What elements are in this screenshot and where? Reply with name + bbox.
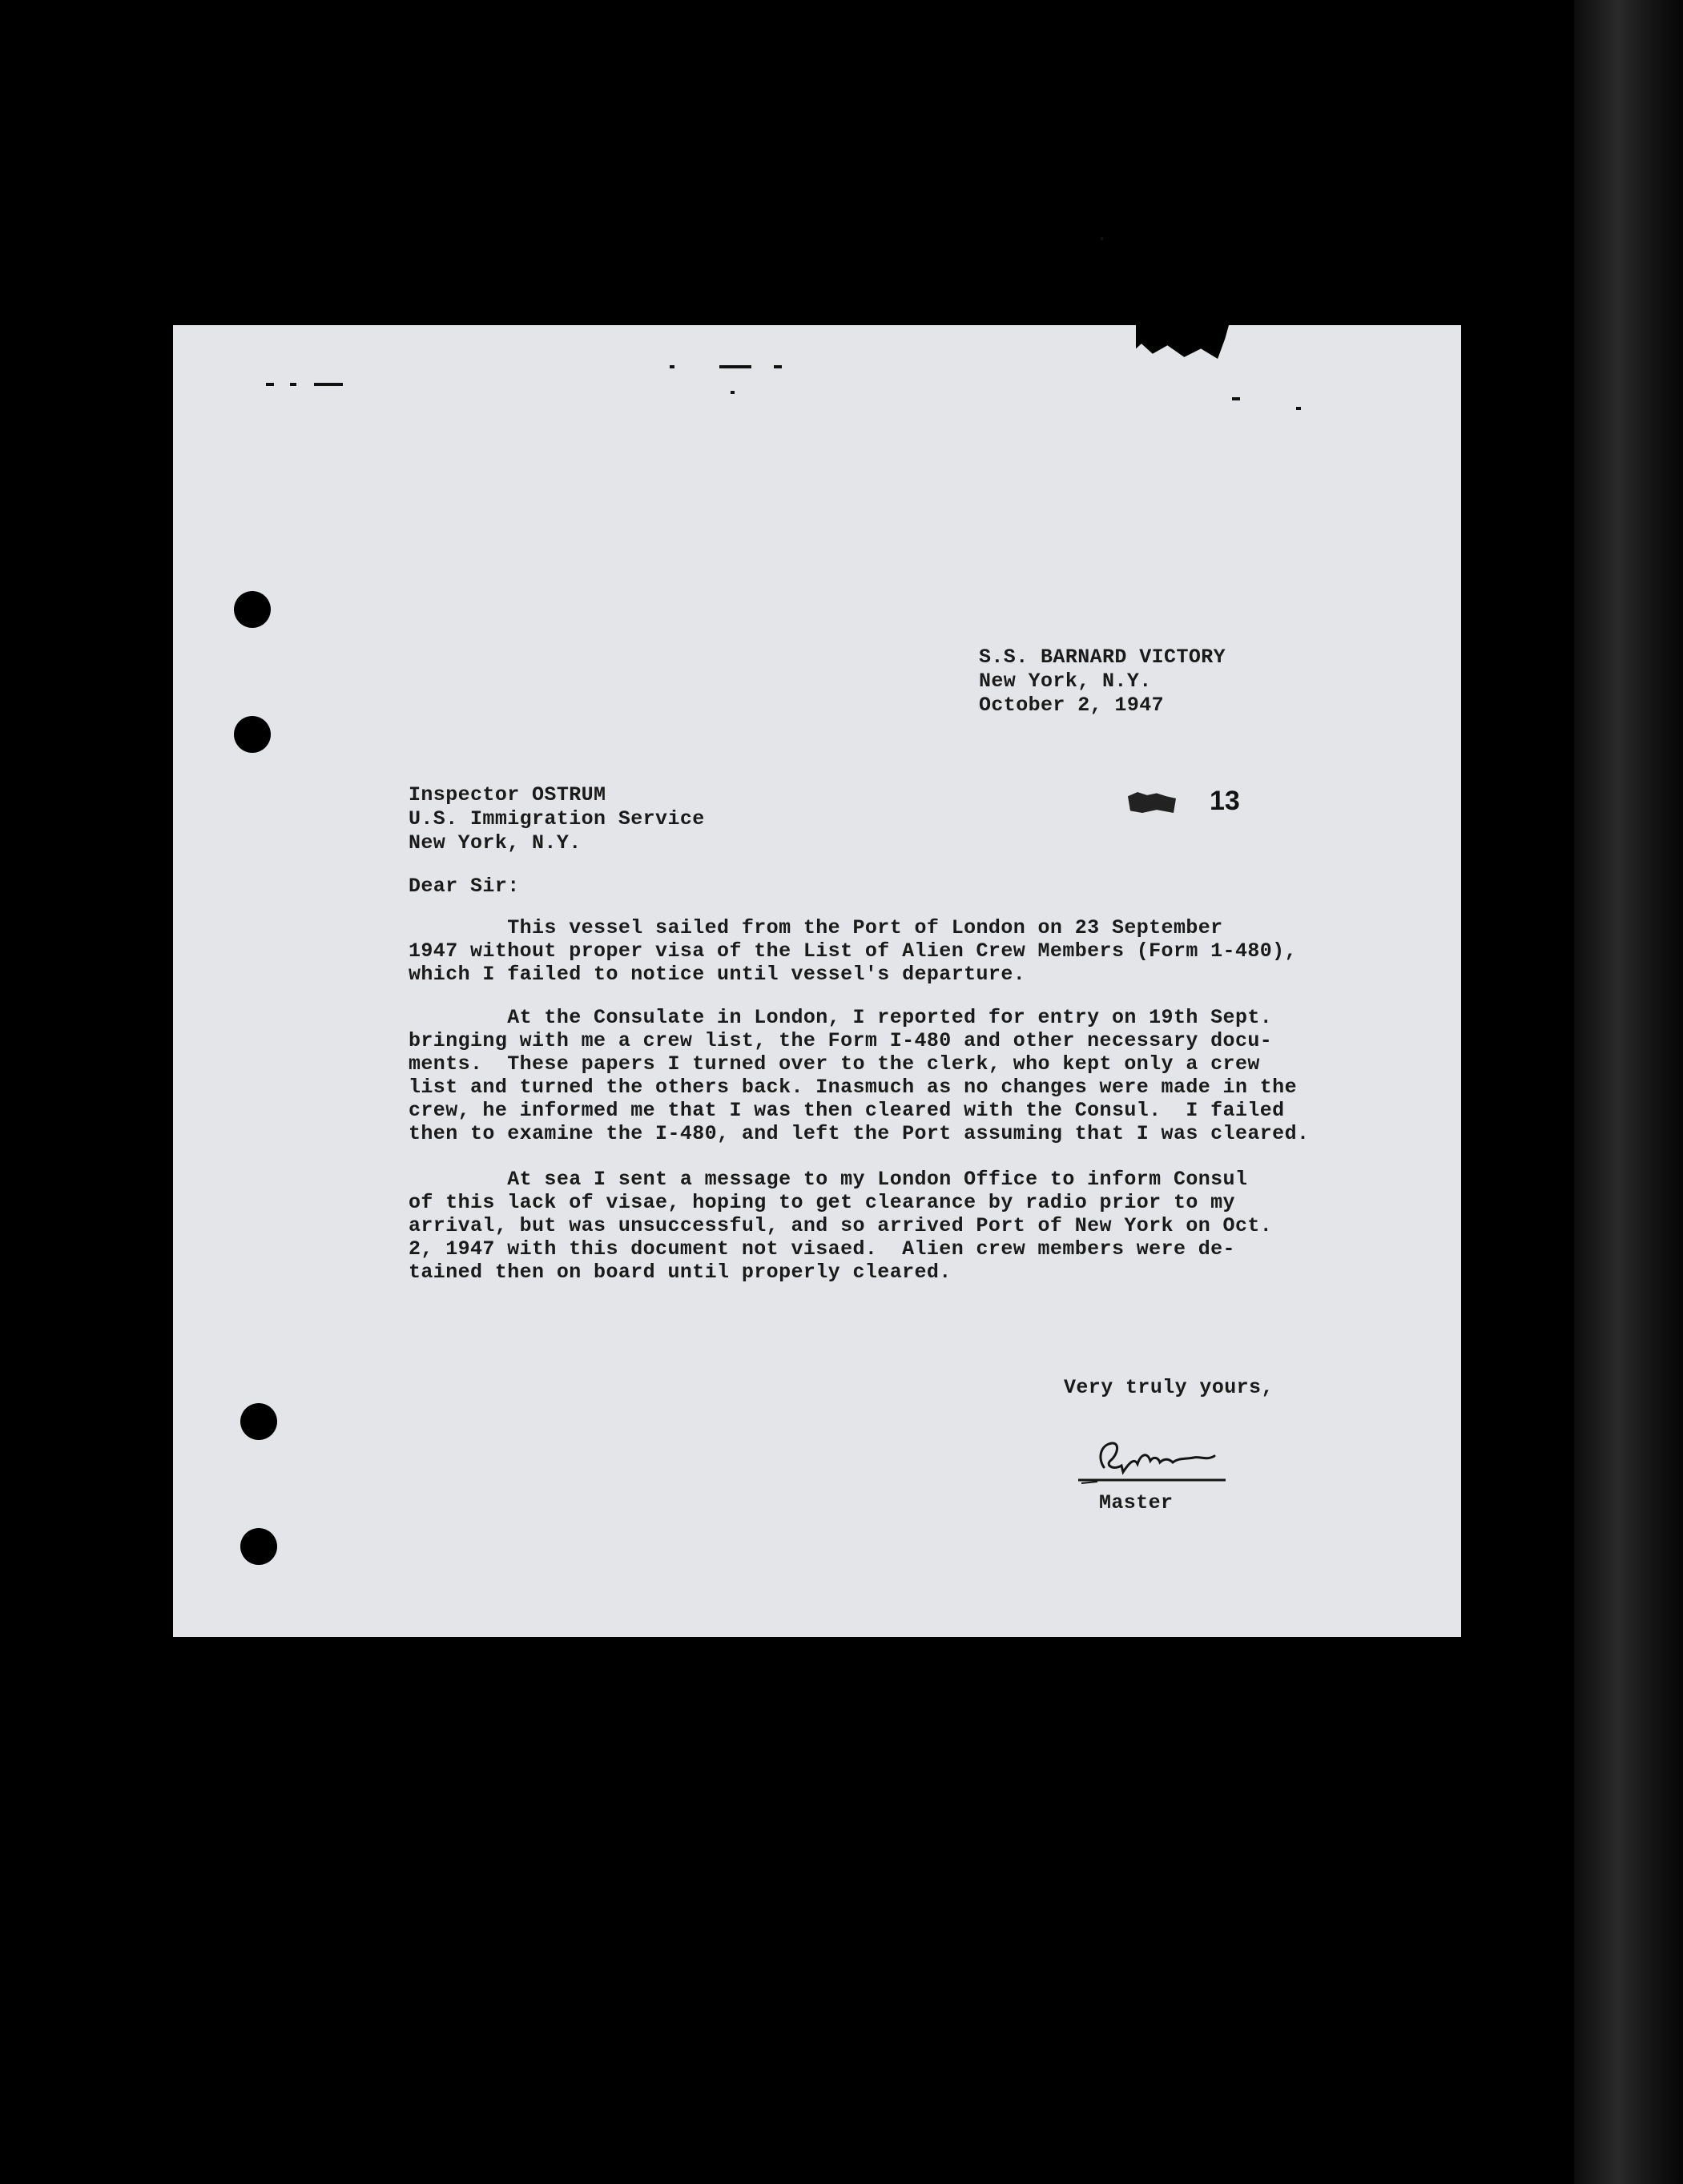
paragraph-line: arrival, but was unsuccessful, and so arrived Port of New York on Oct. [409,1214,1273,1237]
paragraph-line: list and turned the others back. Inasmuch as no changes were made in the [409,1076,1297,1099]
recipient-name: Inspector OSTRUM [409,783,606,806]
scan-speck [731,391,735,394]
salutation: Dear Sir: [409,875,520,898]
paragraph-line: At sea I sent a message to my London Office to inform Consul [409,1168,1248,1191]
film-edge-strip [1574,0,1683,2184]
scan-speck [314,383,343,386]
scan-speck [670,365,674,368]
scan-speck [290,383,296,386]
punch-hole [240,1528,277,1565]
scan-speck [1101,237,1103,240]
paragraph-line: of this lack of visae, hoping to get clearance by radio prior to my [409,1191,1235,1214]
paragraph-line: At the Consulate in London, I reported for entry on 19th Sept. [409,1006,1273,1029]
paragraph-line: then to examine the I-480, and left the Port assuming that I was cleared. [409,1122,1310,1145]
letterhead-date: October 2, 1947 [979,694,1165,717]
punch-hole [240,1403,277,1440]
scan-speck [774,365,782,368]
punch-hole [234,716,271,753]
paragraph-2 [409,1006,1330,1145]
paragraph-line: This vessel sailed from the Port of London on 23 September [409,916,1223,939]
paragraph-line: crew, he informed me that I was then cleared with the Consul. I failed [409,1099,1285,1122]
paragraph-line: 2, 1947 with this document not visaed. Alien crew members were de- [409,1237,1235,1261]
handwritten-signature [1073,1434,1234,1490]
recipient-city: New York, N.Y. [409,831,582,855]
page-number: 13 [1210,786,1240,816]
letterhead-vessel: S.S. BARNARD VICTORY [979,646,1226,669]
paragraph-line: bringing with me a crew list, the Form I-480 and other necessary docu- [409,1029,1273,1052]
scan-speck [1232,397,1240,400]
letterhead-city: New York, N.Y. [979,670,1152,693]
recipient-agency: U.S. Immigration Service [409,807,705,831]
stamp-smudge [1128,792,1176,813]
paragraph-line: ments. These papers I turned over to the clerk, who kept only a crew [409,1052,1260,1076]
scan-speck [266,383,274,386]
paragraph-line: which I failed to notice until vessel's departure. [409,963,1026,986]
scan-speck [1296,407,1301,410]
signature-title: Master [1099,1491,1174,1514]
paragraph-1 [409,916,1330,986]
paragraph-line: tained then on board until properly cleared. [409,1261,952,1284]
page-stamp [1128,785,1240,817]
scan-speck [719,365,751,368]
closing: Very truly yours, [1064,1376,1274,1399]
punch-hole [234,591,271,628]
paragraph-line: 1947 without proper visa of the List of Alien Crew Members (Form 1-480), [409,939,1297,963]
paragraph-3 [409,1168,1330,1284]
